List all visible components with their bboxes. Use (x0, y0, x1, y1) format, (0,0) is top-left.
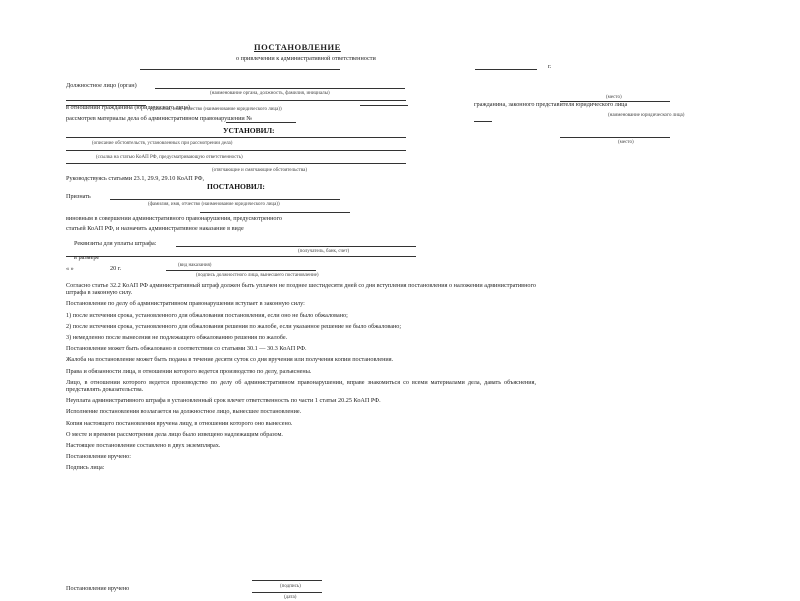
protocol-line: рассмотрев материалы дела об административном правонарушении № (66, 115, 253, 122)
signature-received: Постановление вручено (66, 585, 130, 592)
official-rule (155, 88, 405, 89)
document-title: ПОСТАНОВЛЕНИЕ (254, 42, 341, 52)
body-paragraph: Исполнение постановления возлагается на должностное лицо, вынесшее постановление. (66, 408, 302, 416)
desc-rule-2 (66, 150, 406, 151)
payment-rule (176, 246, 416, 247)
date-label: (дата) (284, 595, 297, 600)
signature-rule (166, 270, 316, 271)
right-rule-3 (474, 121, 492, 122)
official-line: Должностное лицо (орган) (66, 82, 137, 89)
guilty-line: виновным в совершении административного правонарушения, предусмотренного (66, 215, 282, 222)
signature-caption: (подпись должностного лица, вынесшего постановление) (196, 273, 319, 278)
article-caption: (ссылка на статью КоАП РФ, предусматривающую ответственность) (96, 155, 243, 160)
body-paragraph: Подпись лица: (66, 464, 105, 472)
desc-caption: (описание обстоятельств, установленных при рассмотрении дела) (92, 141, 233, 146)
admit-rule (110, 199, 340, 200)
right-caption-1: (место) (606, 95, 622, 100)
guided-line: Руководствуясь статьями 23.1, 29.9, 29.10 КоАП РФ, (66, 175, 205, 182)
document-subtitle: о привлечении к административной ответственности (236, 55, 376, 62)
case-line: в отношении гражданина (юридического лица) (66, 104, 190, 111)
body-paragraph: Права и обязанности лица, в отношении которого ведется производство по делу, разъяснены. (66, 367, 312, 375)
article-rule (66, 163, 406, 164)
right-caption-2: (наименование юридического лица) (608, 113, 685, 118)
official-rule-2 (66, 100, 406, 101)
extenuating-caption: (отягчающие и смягчающие обстоятельства) (212, 168, 308, 173)
case-caption: (фамилия, имя, отчество (наименование юридического лица)) (150, 107, 282, 112)
official-caption: (наименование органа, должность, фамилия, инициалы) (210, 91, 330, 96)
date-line: « » (66, 265, 74, 272)
account-caption: (получатель, банк, счет) (298, 249, 350, 254)
admit-rule-2 (200, 212, 350, 213)
date-suffix: г. (548, 63, 552, 70)
article-line: статьей КоАП РФ, и назначить административное наказание в виде (66, 225, 244, 232)
established-heading: УСТАНОВИЛ: (223, 126, 275, 135)
body-paragraph: Лицо, в отношении которого ведется производство по делу об административном правонарушении, вправе знакомиться со всеми материалами дела, давать объяснения, представлять доказательства. (66, 378, 536, 393)
date-rule-bottom (252, 592, 322, 593)
body-paragraph: Постановление по делу об административном правонарушении вступает в законную силу: (66, 300, 305, 308)
body-paragraph: Копия настоящего постановления вручена лицу, в отношении которого оно вынесено. (66, 419, 293, 427)
resolved-heading: ПОСТАНОВИЛ: (207, 182, 265, 191)
sign-rule (252, 580, 322, 581)
case-rule (66, 105, 146, 106)
body-paragraph: Жалоба на постановление может быть подана в течение десяти суток со дня вручения или получения копии постановления. (66, 356, 394, 364)
body-paragraph: Постановление вручено: (66, 453, 131, 461)
admit-caption: (фамилия, имя, отчество (наименование юридического лица)) (148, 202, 280, 207)
fine-line: в размере (74, 254, 100, 261)
body-paragraph: 3) немедленно после вынесения не подлежащего обжалованию решения по жалобе. (66, 334, 288, 341)
payment-line: Реквизиты для уплаты штрафа: (74, 240, 157, 247)
year-line: 20 г. (110, 265, 122, 272)
case-rule-2 (360, 105, 408, 106)
header-rule (140, 69, 340, 70)
signature-label: (подпись) (280, 584, 301, 589)
right-line-2: гражданина, законного представителя юридического лица (474, 101, 628, 108)
body-paragraph: Настоящее постановление составлено в двух экземплярах. (66, 442, 221, 449)
body-paragraph: О месте и времени рассмотрения дела лицо было извещено надлежащим образом. (66, 430, 283, 438)
fine-caption: (вид наказания) (178, 263, 212, 268)
date-rule (475, 69, 537, 70)
right-rule-4 (560, 137, 670, 138)
desc-rule (66, 137, 406, 138)
body-paragraph: Постановление может быть обжаловано в соответствии со статьями 30.1 — 30.3 КоАП РФ. (66, 345, 307, 353)
protocol-rule (226, 122, 296, 123)
body-paragraph: Согласно статье 32.2 КоАП РФ административный штраф должен быть уплачен не позднее шестидесяти дней со дня вступления постановления о наложении административного штрафа в законную силу. (66, 282, 536, 297)
payment-rule-2 (66, 256, 416, 257)
body-paragraph: 2) после истечения срока, установленного для обжалования решения по жалобе, если указанное решение не было обжаловано; (66, 322, 402, 330)
right-caption-3: (место) (618, 140, 634, 145)
body-paragraph: 1) после истечения срока, установленного для обжалования постановления, если оно не было обжаловано; (66, 311, 348, 319)
to-admit: Признать (66, 193, 91, 200)
body-paragraph: Неуплата административного штрафа в установленный срок влечет ответственность по части 1 статьи 20.25 КоАП РФ. (66, 397, 381, 405)
